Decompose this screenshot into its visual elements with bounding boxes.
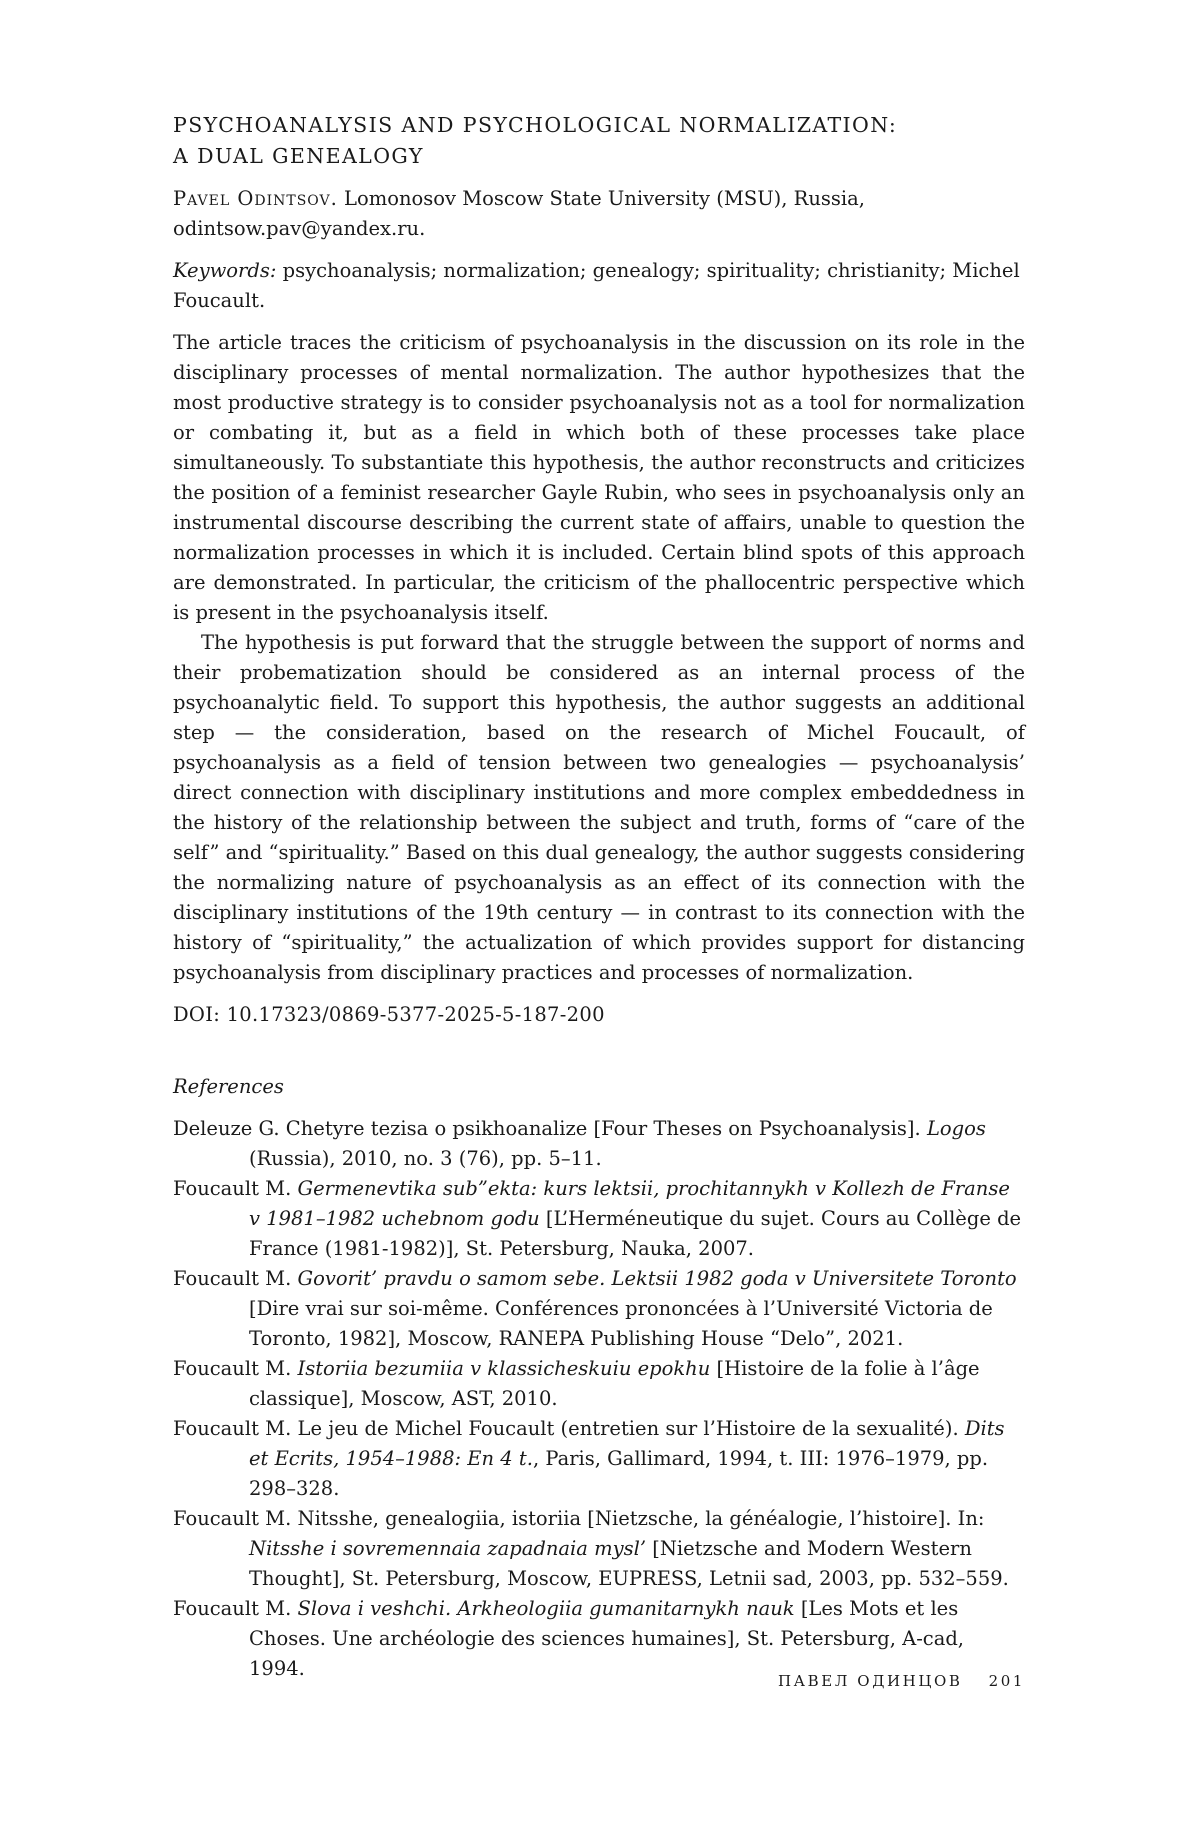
abstract [173, 328, 1025, 988]
doi-line: DOI: 10.17323/0869-5377-2025-5-187-200 [173, 1003, 605, 1026]
references-heading: References [173, 1075, 284, 1098]
keywords-label: Keywords: [173, 259, 277, 282]
references-list [173, 1114, 1025, 1684]
reference-item: Foucault M. Govorit’ pravdu o samom sebe. Lektsii 1982 goda v Universitete Toronto [Dire vrai sur soi-même. Conférences prononcées à l’Université Victoria de Toronto, 1982], Moscow, RANEPA Publishing House “Delo”, 2021. [173, 1267, 1017, 1350]
running-head: ПАВЕЛ ОДИНЦОВ [778, 1672, 963, 1690]
article-title-line-1: PSYCHOANALYSIS AND PSYCHOLOGICAL NORMALIZATION: [173, 113, 898, 137]
abstract-paragraph-2: The hypothesis is put forward that the struggle between the support of norms and their probematization should be considered as an internal process of the psychoanalytic field. To support this hypothesis, the author suggests an additional step — the consideration, based on the research of Michel Foucault, of psychoanalysis as a field of tension between two genealogies — psychoanalysis’ direct connection with disciplinary institutions and more complex embeddedness in the history of the relationship between the subject and truth, forms of “care of the self” and “spirituality.” Based on this dual genealogy, the author suggests considering the normalizing nature of psychoanalysis as an effect of its connection with the disciplinary institutions of the 19th century — in contrast to its connection with the history of “spirituality,” the actualization of which provides support for distancing psychoanalysis from disciplinary practices and processes of normalization. [173, 631, 1025, 984]
reference-item: Foucault M. Germenevtika sub”ekta: kurs lektsii, prochitannykh v Kollezh de Franse v 1981–1982 uchebnom godu [L’Herméneutique du sujet. Cours au Collège de France (1981-1982)], St. Petersburg, Nauka, 2007. [173, 1177, 1022, 1260]
reference-item: Foucault M. Le jeu de Michel Foucault (entretien sur l’Histoire de la sexualité). Dits et Ecrits, 1954–1988: En 4 t., Paris, Gallimard, 1994, t. III: 1976–1979, pp. 298–328. [173, 1417, 1005, 1500]
author-block [173, 184, 1025, 244]
keywords-block [173, 256, 1025, 316]
page-footer [778, 1672, 1025, 1690]
page-number: 201 [988, 1672, 1025, 1690]
reference-item: Deleuze G. Chetyre tezisa o psikhoanalize [Four Theses on Psychoanalysis]. Logos (Russia), 2010, no. 3 (76), pp. 5–11. [173, 1117, 986, 1170]
author-name: Pavel Odintsov. [173, 187, 338, 210]
reference-item: Foucault M. Slova i veshchi. Arkheologiia gumanitarnykh nauk [Les Mots et les Choses. Une archéologie des sciences humaines], St. Petersburg, A-cad, 1994. [173, 1597, 965, 1680]
article-title-line-2: A DUAL GENEALOGY [173, 144, 424, 168]
abstract-paragraph-1: The article traces the criticism of psychoanalysis in the discussion on its role in the disciplinary processes of mental normalization. The author hypothesizes that the most productive strategy is to consider psychoanalysis not as a tool for normalization or combating it, but as a field in which both of these processes take place simultaneously. To substantiate this hypothesis, the author reconstructs and criticizes the position of a feminist researcher Gayle Rubin, who sees in psychoanalysis only an instrumental discourse describing the current state of affairs, unable to question the normalization processes in which it is included. Certain blind spots of this approach are demonstrated. In particular, the criticism of the phallocentric perspective which is present in the psychoanalysis itself. [173, 331, 1025, 624]
article-page [173, 110, 1025, 1684]
author-affiliation: Lomonosov Moscow State University (MSU), Russia, odintsow.pav@yandex.ru. [173, 187, 865, 240]
reference-item: Foucault M. Istoriia bezumiia v klassicheskuiu epokhu [Histoire de la folie à l’âge classique], Moscow, AST, 2010. [173, 1357, 980, 1410]
reference-item: Foucault M. Nitsshe, genealogiia, istoriia [Nietzsche, la généalogie, l’histoire]. In: Nitsshe i sovremennaia zapadnaia mysl’ [Nietzsche and Modern Western Thought], St. Petersburg, Moscow, EUPRESS, Letnii sad, 2003, pp. 532–559. [173, 1507, 1009, 1590]
article-title [173, 110, 1025, 172]
keywords-text: psychoanalysis; normalization; genealogy; spirituality; christianity; Michel Foucault. [173, 259, 1020, 312]
